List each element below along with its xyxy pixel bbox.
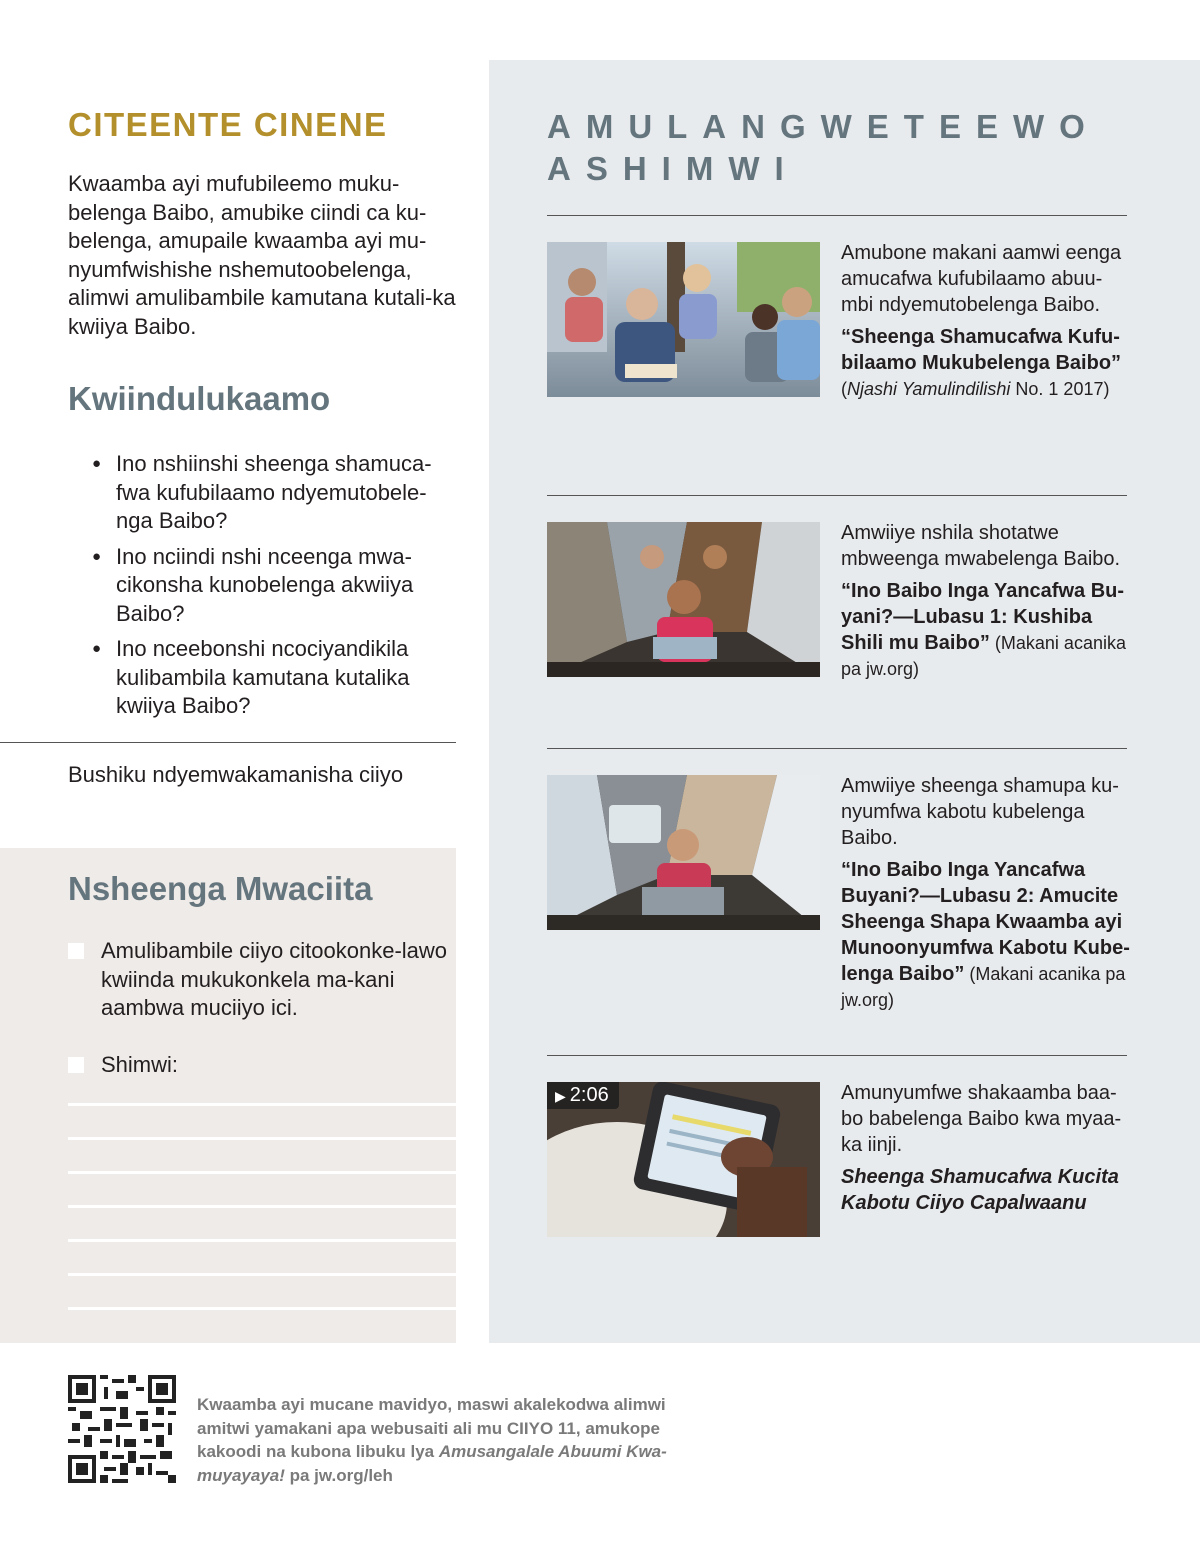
divider [547,1055,1127,1056]
resource-title[interactable]: “Ino Baibo Inga Yancafwa Bu-yani?—Lubasu 1: Kushiba Shili mu Baibo” [841,580,1125,654]
video-duration: 2:06 [569,1084,609,1106]
resource-title[interactable]: “Sheenga Shamucafwa Kufu-bilaamo Mukubelenga Baibo” [841,326,1122,374]
tablet-bible-video-image[interactable] [547,1082,820,1237]
try-this-panel [0,848,456,1343]
review-heading: Kwiindulukaamo [68,380,331,417]
write-line[interactable] [68,1239,456,1242]
intro-paragraph: Kwaamba ayi mufubileemo muku-belenga Baibo, amubike ciindi ca ku-belenga, amupaile kwaamba ayi mu-nyumfwishishe nshemutoobelenga, alimwi amulibambile kamutana kutali-ka kwiiya Baibo. [68,171,456,339]
resource-description: Amwiiye sheenga shamupa ku-nyumfwa kabotu kubelenga Baibo. [841,775,1119,849]
resources-heading: AMULANGWETEEWO ASHIMWI [547,108,1100,187]
footer-note: Kwaamba ayi mucane mavidyo, maswi akalekodwa alimwi amitwi yamakani apa webusaiti ali mu CIIYO 11, amukope kakoodi na kubona libuku lya Amusangalale Abuumi Kwa-muyayaya! pa jw.org/leh [197,1395,667,1485]
resource-description: Amubone makani aamwi eenga amucafwa kufubilaamo abuu-mbi ndyemutobelenga Baibo. [841,242,1122,316]
write-line[interactable] [68,1273,456,1276]
checkbox[interactable] [68,943,84,959]
video-duration-badge[interactable] [547,1082,619,1109]
divider [547,748,1127,749]
checkbox[interactable] [68,1057,84,1073]
resource-source: (Makani acanika pa jw.org) [841,964,1126,1010]
write-line[interactable] [68,1307,456,1310]
resource-description: Amwiiye nshila shotatwe mbweenga mwabelenga Baibo. [841,522,1121,570]
write-line[interactable] [68,1137,456,1140]
resource-source: (Njashi Yamulindilishi No. 1 2017) [841,379,1110,399]
resource-text [841,773,1131,1013]
people-reading-bible-image[interactable] [547,242,820,397]
review-question: ● Ino nceebonshi ncociyandikila kulibambila kamutana kutalika kwiiya Baibo? [92,635,462,721]
divider [547,215,1127,216]
resource-title[interactable]: “Ino Baibo Inga Yancafwa Buyani?—Lubasu 2: Amucite Sheenga Shapa Kwaamba ayi Munoonyumfwa Kabotu Kube-lenga Baibo” [841,859,1130,985]
girl-studying-tools-image[interactable] [547,775,820,930]
write-line[interactable] [68,1205,456,1208]
resource-text [841,1080,1131,1216]
resource-source: (Makani acanika pa jw.org) [841,633,1126,679]
resource-text [841,520,1131,682]
write-line[interactable] [68,1103,456,1106]
checklist-text: Shimwi: [101,1052,179,1077]
checklist-text: Amulibambile ciiyo citookonke-lawo kwiinda mukukonkela ma-kani aambwa muciiyo ici. [101,938,448,1020]
step-title: CITEENTE CINENE [68,106,388,143]
resource-text [841,240,1131,402]
review-question: ● Ino nciindi nshi nceenga mwa-cikonsha kunobelenga akwiiya Baibo? [92,543,462,629]
checklist-item[interactable] [68,937,448,1023]
resource-description: Amunyumfwe shakaamba baa-bo babelenga Baibo kwa myaa-ka iinji. [841,1082,1122,1156]
divider [547,495,1127,496]
girl-reading-bible-scenes-image[interactable] [547,522,820,677]
qr-code-icon[interactable] [68,1375,176,1483]
checklist-item[interactable] [68,1051,448,1080]
write-line[interactable] [68,1171,456,1174]
divider [0,742,456,743]
review-question: ● Ino nshiinshi sheenga shamuca-fwa kufubilaamo ndyemutobele-nga Baibo? [92,450,462,536]
try-heading: Nsheenga Mwaciita [68,870,373,907]
goal-date-label: Bushiku ndyemwakamanisha ciiyo [68,762,404,787]
resource-title[interactable]: Sheenga Shamucafwa Kucita Kabotu Ciiyo Capalwaanu [841,1166,1119,1214]
play-icon[interactable]: ▶ [555,1088,566,1104]
review-list [92,450,462,728]
